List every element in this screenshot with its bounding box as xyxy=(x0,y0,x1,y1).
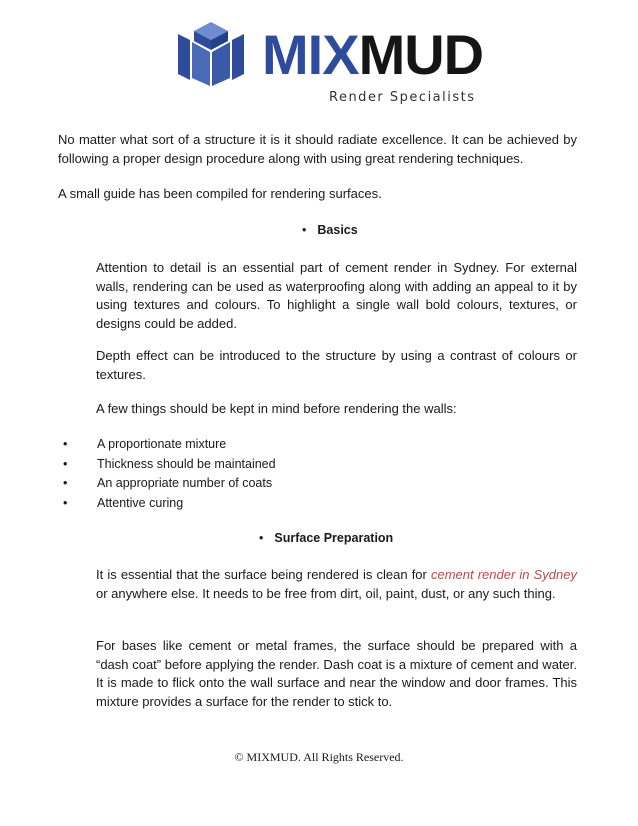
bullet-icon: • xyxy=(63,476,68,490)
list-item: • Attentive curing xyxy=(63,494,276,514)
intro-paragraph-1: No matter what sort of a structure it is it should radiate excellence. It can be achieved by following a proper design procedure along with using great rendering techniques. xyxy=(58,132,577,166)
basics-paragraph-1: Attention to detail is an essential part of cement render in Sydney. For external walls, rendering can be used as waterproofing along with adding an appeal to it by using textures and colours. To highlight a single wall bold colours, textures, or designs could be added. xyxy=(96,260,577,331)
bullet-icon: • xyxy=(63,495,68,510)
section-heading-basics xyxy=(302,223,358,237)
brand-logo xyxy=(176,18,484,113)
list-item: • An appropriate number of coats xyxy=(63,474,276,494)
list-item: • Thickness should be maintained xyxy=(63,455,276,475)
footer-copyright: © MIXMUD. All Rights Reserved. xyxy=(234,750,404,764)
section-heading-surface-preparation-label: Surface Preparation xyxy=(274,531,394,545)
bullet-icon: • xyxy=(302,223,307,237)
list-item: • A proportionate mixture xyxy=(63,435,276,455)
basics-paragraph-3: A few things should be kept in mind before rendering the walls: xyxy=(96,401,457,416)
brand-name-mud: MUD xyxy=(358,23,484,86)
brand-name-mix: MIX xyxy=(262,23,359,86)
basics-checklist xyxy=(63,435,276,513)
brand-wordmark xyxy=(262,25,483,85)
basics-paragraph-2: Depth effect can be introduced to the structure by using a contrast of colours or textures. xyxy=(96,348,577,382)
brand-tagline: Render Specialists xyxy=(329,90,476,105)
surface-paragraph-1: It is essential that the surface being rendered is clean for cement render in Sydney or anywhere else. It needs to be free from dirt, oil, paint, dust, or any such thing. xyxy=(96,567,577,601)
stacked-cube-icon xyxy=(176,20,246,90)
surface-paragraph-2: For bases like cement or metal frames, the surface should be prepared with a “dash coat” before applying the render. Dash coat is a mixture of cement and water. It is made to flick onto the wall surface and near the window and door frames. This mixture provides a surface for the render to stick to. xyxy=(96,638,577,709)
section-heading-surface-preparation xyxy=(259,531,393,545)
intro-paragraph-2: A small guide has been compiled for rendering surfaces. xyxy=(58,186,382,201)
bullet-icon: • xyxy=(63,456,68,471)
bullet-icon: • xyxy=(63,437,68,451)
section-heading-basics-label: Basics xyxy=(317,223,358,237)
cement-render-sydney-link[interactable]: cement render in Sydney xyxy=(430,567,577,582)
bullet-icon: • xyxy=(259,531,264,545)
